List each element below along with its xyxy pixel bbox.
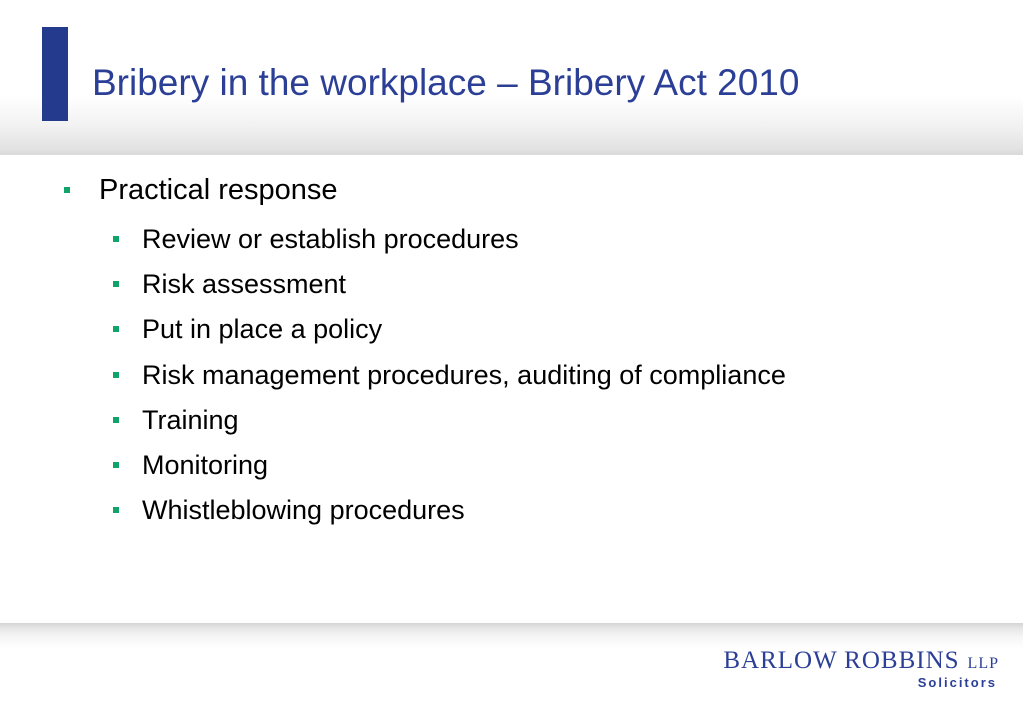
- sub-bullet-text: Training: [142, 405, 239, 435]
- square-bullet-icon: [113, 281, 119, 287]
- logo-subtitle: Solicitors: [917, 675, 997, 690]
- sub-bullet-text: Monitoring: [142, 450, 269, 480]
- slide-title: Bribery in the workplace – Bribery Act 2010: [92, 62, 800, 103]
- square-bullet-icon: [113, 236, 119, 242]
- square-bullet-icon: [113, 507, 119, 513]
- square-bullet-icon: [113, 372, 119, 378]
- sub-bullet-text: Put in place a policy: [142, 314, 383, 344]
- square-bullet-icon: [113, 417, 119, 423]
- square-bullet-icon: [113, 462, 119, 468]
- sub-bullet-text: Review or establish procedures: [142, 224, 519, 254]
- logo-name-part1: BARLOW: [723, 647, 838, 674]
- logo-name-part2: ROBBINS: [844, 647, 960, 674]
- logo-suffix: LLP: [967, 655, 999, 672]
- sub-bullet-text: Risk management procedures, auditing of compliance: [142, 360, 786, 390]
- title-accent-bar: [42, 27, 68, 121]
- sub-bullet-text: Whistleblowing procedures: [142, 495, 465, 525]
- square-bullet-icon: [64, 187, 70, 193]
- sub-bullet-text: Risk assessment: [142, 269, 347, 299]
- company-logo: [709, 648, 999, 694]
- logo-wordmark: [723, 648, 999, 673]
- bullet-text: Practical response: [99, 174, 338, 206]
- square-bullet-icon: [113, 326, 119, 332]
